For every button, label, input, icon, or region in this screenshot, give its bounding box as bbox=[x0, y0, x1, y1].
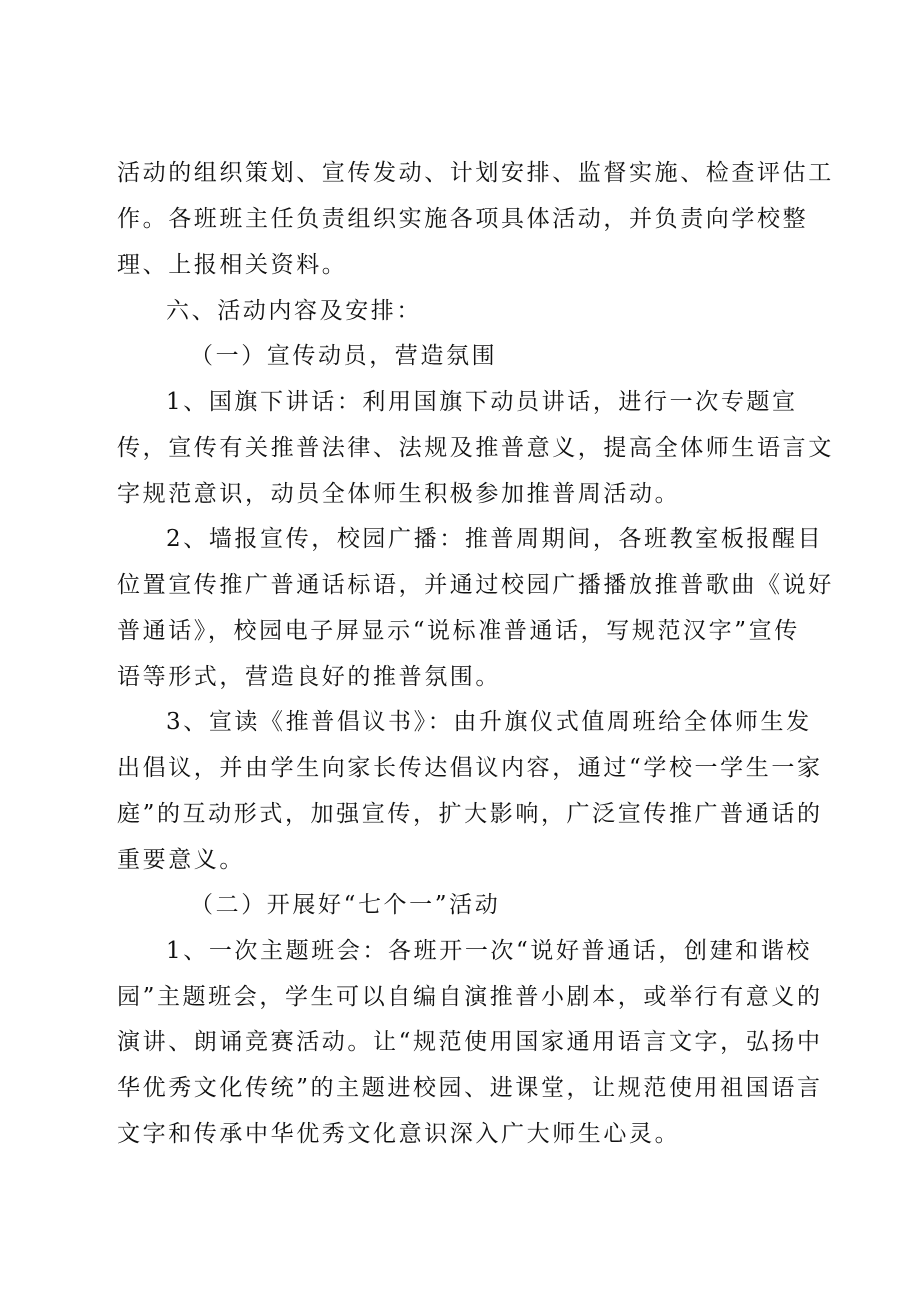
subsection-heading: （一）宣传动员，营造氛围 bbox=[190, 343, 498, 369]
paragraph-line: 活动的组织策划、宣传发动、计划安排、监督实施、检查评估工 bbox=[117, 160, 834, 186]
paragraph-line: 传，宣传有关推普法律、法规及推普意义，提高全体师生语言文 bbox=[117, 435, 834, 461]
paragraph-line: 普通话》，校园电子屏显示“说标准普通话，写规范汉字”宣传 bbox=[117, 618, 800, 644]
paragraph-line: 1、一次主题班会：各班开一次“说好普通话，创建和谐校 bbox=[166, 938, 812, 964]
subsection-heading: （二）开展好“七个一”活动 bbox=[190, 892, 501, 918]
paragraph-line: 语等形式，营造良好的推普氛围。 bbox=[117, 664, 501, 690]
paragraph-line: 位置宣传推广普通话标语，并通过校园广播播放推普歌曲《说好 bbox=[117, 572, 834, 598]
paragraph-line: 文字和传承中华优秀文化意识深入广大师生心灵。 bbox=[117, 1121, 681, 1147]
paragraph-line: 1、国旗下讲话：利用国旗下动员讲话，进行一次专题宣 bbox=[166, 389, 798, 415]
paragraph-line: 理、上报相关资料。 bbox=[117, 252, 348, 278]
section-heading: 六、活动内容及安排： bbox=[166, 298, 422, 324]
paragraph-line: 园”主题班会，学生可以自编自演推普小剧本，或举行有意义的 bbox=[117, 984, 823, 1010]
paragraph-line: 出倡议，并由学生向家长传达倡议内容，通过“学校一学生一家 bbox=[117, 755, 823, 781]
paragraph-line: 演讲、朗诵竞赛活动。让“规范使用国家通用语言文字，弘扬中 bbox=[117, 1029, 823, 1055]
paragraph-line: 华优秀文化传统”的主题进校园、进课堂，让规范使用祖国语言 bbox=[117, 1075, 823, 1101]
paragraph-line: 重要意义。 bbox=[117, 847, 245, 873]
paragraph-line: 庭”的互动形式，加强宣传，扩大影响，广泛宣传推广普通话的 bbox=[117, 801, 823, 827]
paragraph-line: 3、宣读《推普倡议书》：由升旗仪式值周班给全体师生发 bbox=[166, 709, 812, 735]
paragraph-line: 2、墙报宣传，校园广播：推普周期间，各班教室板报醒目 bbox=[166, 526, 824, 552]
paragraph-line: 字规范意识，动员全体师生积极参加推普周活动。 bbox=[117, 481, 681, 507]
paragraph-line: 作。各班班主任负责组织实施各项具体活动，并负责向学校整 bbox=[117, 206, 809, 232]
